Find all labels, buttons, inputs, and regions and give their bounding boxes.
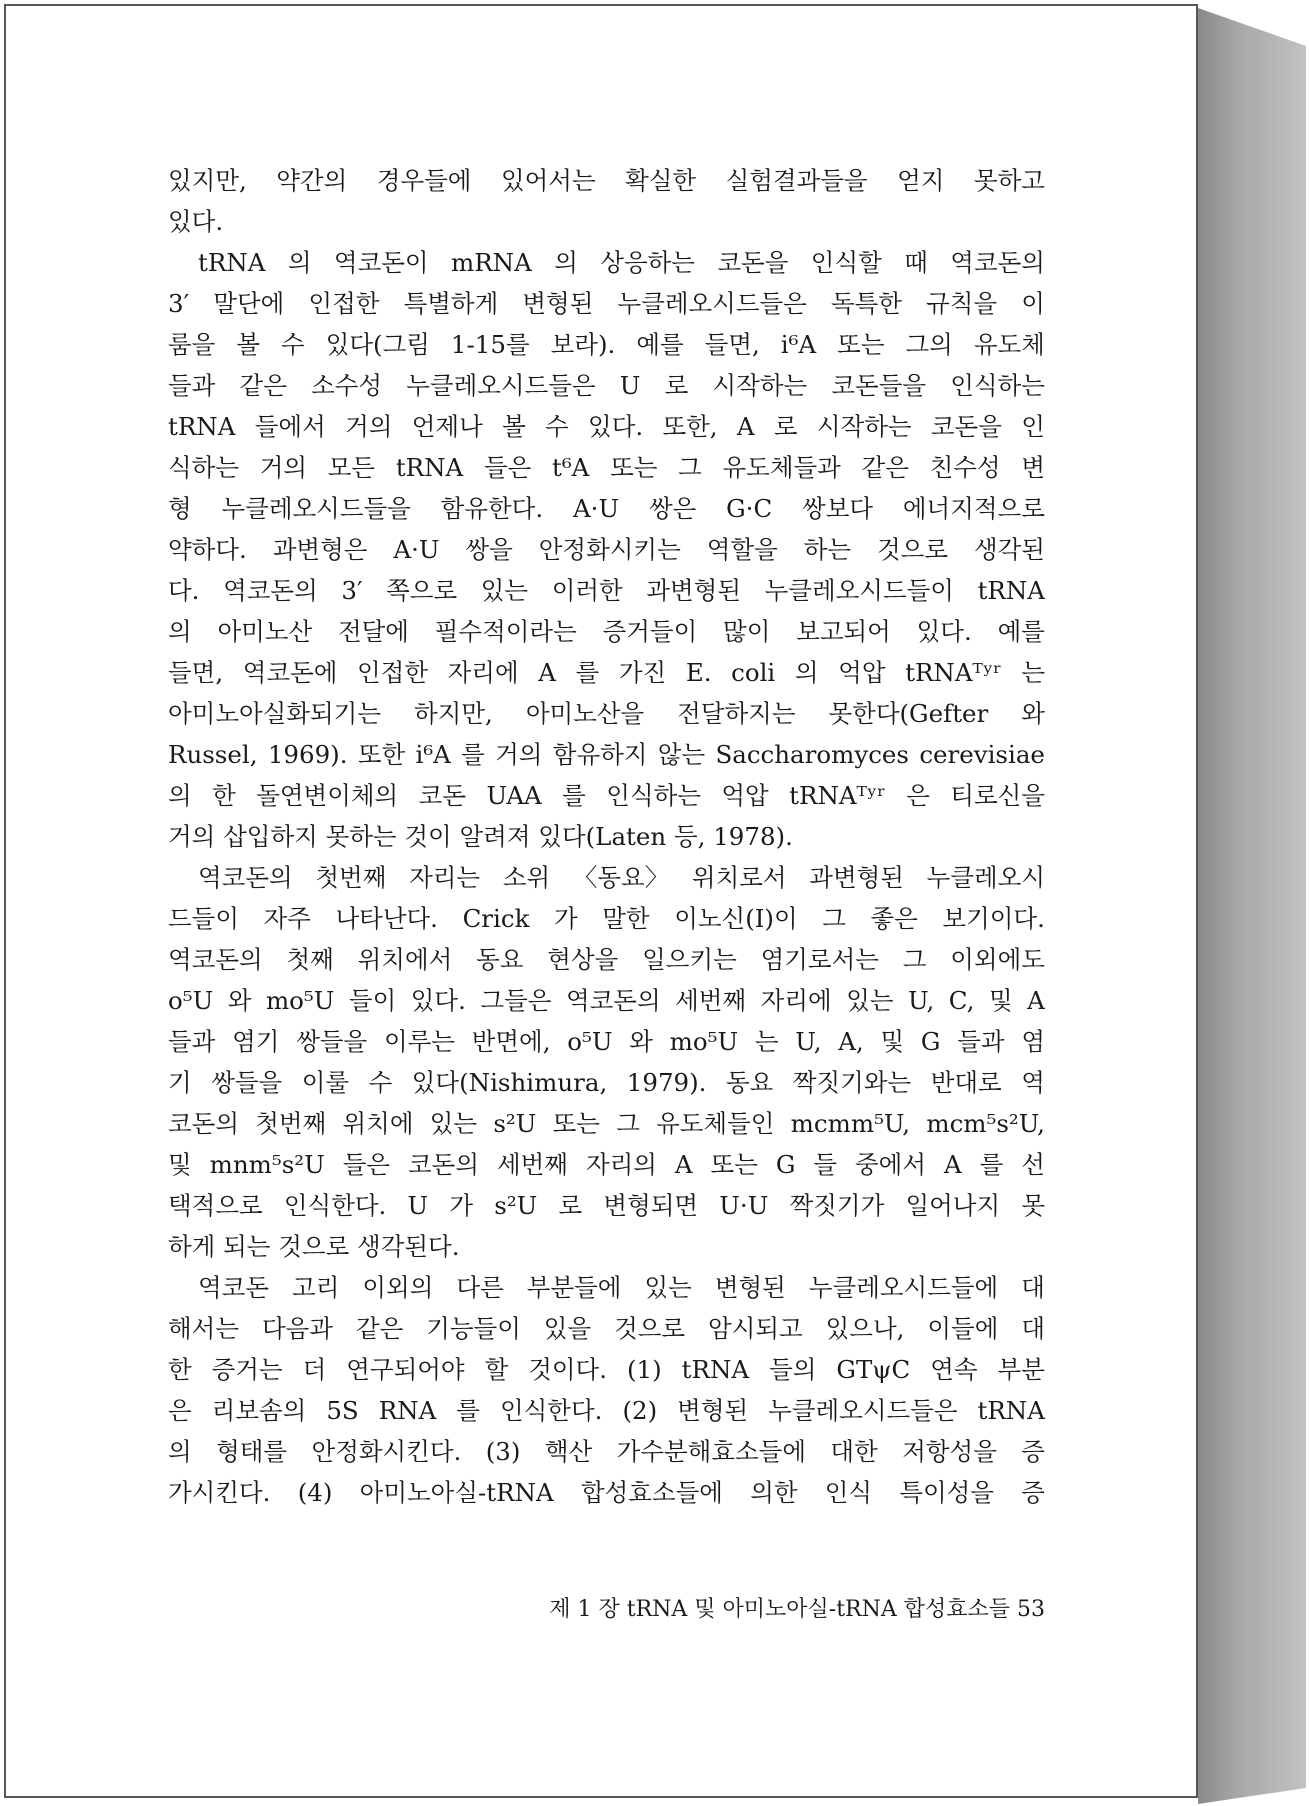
text-line: 들과 염기 쌍들을 이루는 반면에, o⁵U 와 mo⁵U 는 U, A, 및 G 들과 염 [168,1027,1045,1056]
text-line: 들과 같은 소수성 누클레오시드들은 U 로 시작하는 코돈들을 인식하는 [168,371,1045,400]
text-line: 룸을 볼 수 있다(그림 1-15를 보라). 예를 들면, i⁶A 또는 그의 유도체 [168,330,1045,359]
text-line: 의 한 돌연변이체의 코돈 UAA 를 인식하는 억압 tRNAᵀʸʳ 은 티로신을 [168,781,1045,810]
body-text [168,160,1045,1513]
text-line: 가시킨다. (4) 아미노아실-tRNA 합성효소들에 의한 인식 특이성을 증 [168,1478,1045,1507]
text-line: 형 누클레오시드들을 함유한다. A·U 쌍은 G·C 쌍보다 에너지적으로 [168,494,1045,523]
running-footer: 제 1 장 tRNA 및 아미노아실-tRNA 합성효소들 53 [549,1597,1045,1622]
text-line: 해서는 다음과 같은 기능들이 있을 것으로 암시되고 있으나, 이들에 대 [168,1314,1045,1343]
text-line: Russel, 1969). 또한 i⁶A 를 거의 함유하지 않는 Saccharomyces cerevisiae [168,740,1045,769]
text-line: 코돈의 첫번째 위치에 있는 s²U 또는 그 유도체들인 mcmm⁵U, mcm⁵s²U, [168,1109,1045,1138]
text-line: 있지만, 약간의 경우들에 있어서는 확실한 실험결과들을 얻지 못하고 [168,166,1045,195]
text-line: 하게 되는 것으로 생각된다. [168,1232,460,1261]
text-line: 은 리보솜의 5S RNA 를 인식한다. (2) 변형된 누클레오시드들은 tRNA [168,1396,1045,1425]
text-line: 다. 역코돈의 3′ 쪽으로 있는 이러한 과변형된 누클레오시드들이 tRNA [168,576,1045,605]
text-line: 택적으로 인식한다. U 가 s²U 로 변형되면 U·U 짝짓기가 일어나지 못 [168,1191,1045,1220]
text-line: 역코돈의 첫째 위치에서 동요 현상을 일으키는 염기로서는 그 이외에도 [168,945,1045,974]
text-line: 및 mnm⁵s²U 들은 코돈의 세번째 자리의 A 또는 G 들 중에서 A 를 선 [168,1150,1045,1179]
text-line: 의 형태를 안정화시킨다. (3) 핵산 가수분해효소들에 대한 저항성을 증 [168,1437,1045,1466]
text-line: 역코돈 고리 이외의 다른 부분들에 있는 변형된 누클레오시드들에 대 [198,1273,1045,1302]
text-line: 약하다. 과변형은 A·U 쌍을 안정화시키는 역할을 하는 것으로 생각된 [168,535,1045,564]
text-line: 3′ 말단에 인접한 특별하게 변형된 누클레오시드들은 독특한 규칙을 이 [168,289,1045,318]
text-line: 들면, 역코돈에 인접한 자리에 A 를 가진 E. coli 의 억압 tRNAᵀʸʳ 는 [168,658,1045,687]
text-line: 식하는 거의 모든 tRNA 들은 t⁶A 또는 그 유도체들과 같은 친수성 변 [168,453,1045,482]
text-line: 있다. [168,207,224,236]
text-line: 거의 삽입하지 못하는 것이 알려져 있다(Laten 등, 1978). [168,822,793,851]
text-line: 아미노아실화되기는 하지만, 아미노산을 전달하지는 못한다(Gefter 와 [168,699,1045,728]
text-line: 드들이 자주 나타난다. Crick 가 말한 이노신(I)이 그 좋은 보기이다. [168,904,1045,933]
text-line: 의 아미노산 전달에 필수적이라는 증거들이 많이 보고되어 있다. 예를 [168,617,1045,646]
text-line: tRNA 의 역코돈이 mRNA 의 상응하는 코돈을 인식할 때 역코돈의 [198,248,1045,277]
book-page-edge [1198,8,1306,1804]
text-line: 역코돈의 첫번째 자리는 소위 〈동요〉 위치로서 과변형된 누클레오시 [198,863,1045,892]
text-line: 한 증거는 더 연구되어야 할 것이다. (1) tRNA 들의 GTψC 연속 부분 [168,1355,1045,1384]
text-line: o⁵U 와 mo⁵U 들이 있다. 그들은 역코돈의 세번째 자리에 있는 U, C, 및 A [168,986,1045,1015]
text-line: 기 쌍들을 이룰 수 있다(Nishimura, 1979). 동요 짝짓기와는 반대로 역 [168,1068,1045,1097]
text-line: tRNA 들에서 거의 언제나 볼 수 있다. 또한, A 로 시작하는 코돈을 인 [168,412,1045,441]
